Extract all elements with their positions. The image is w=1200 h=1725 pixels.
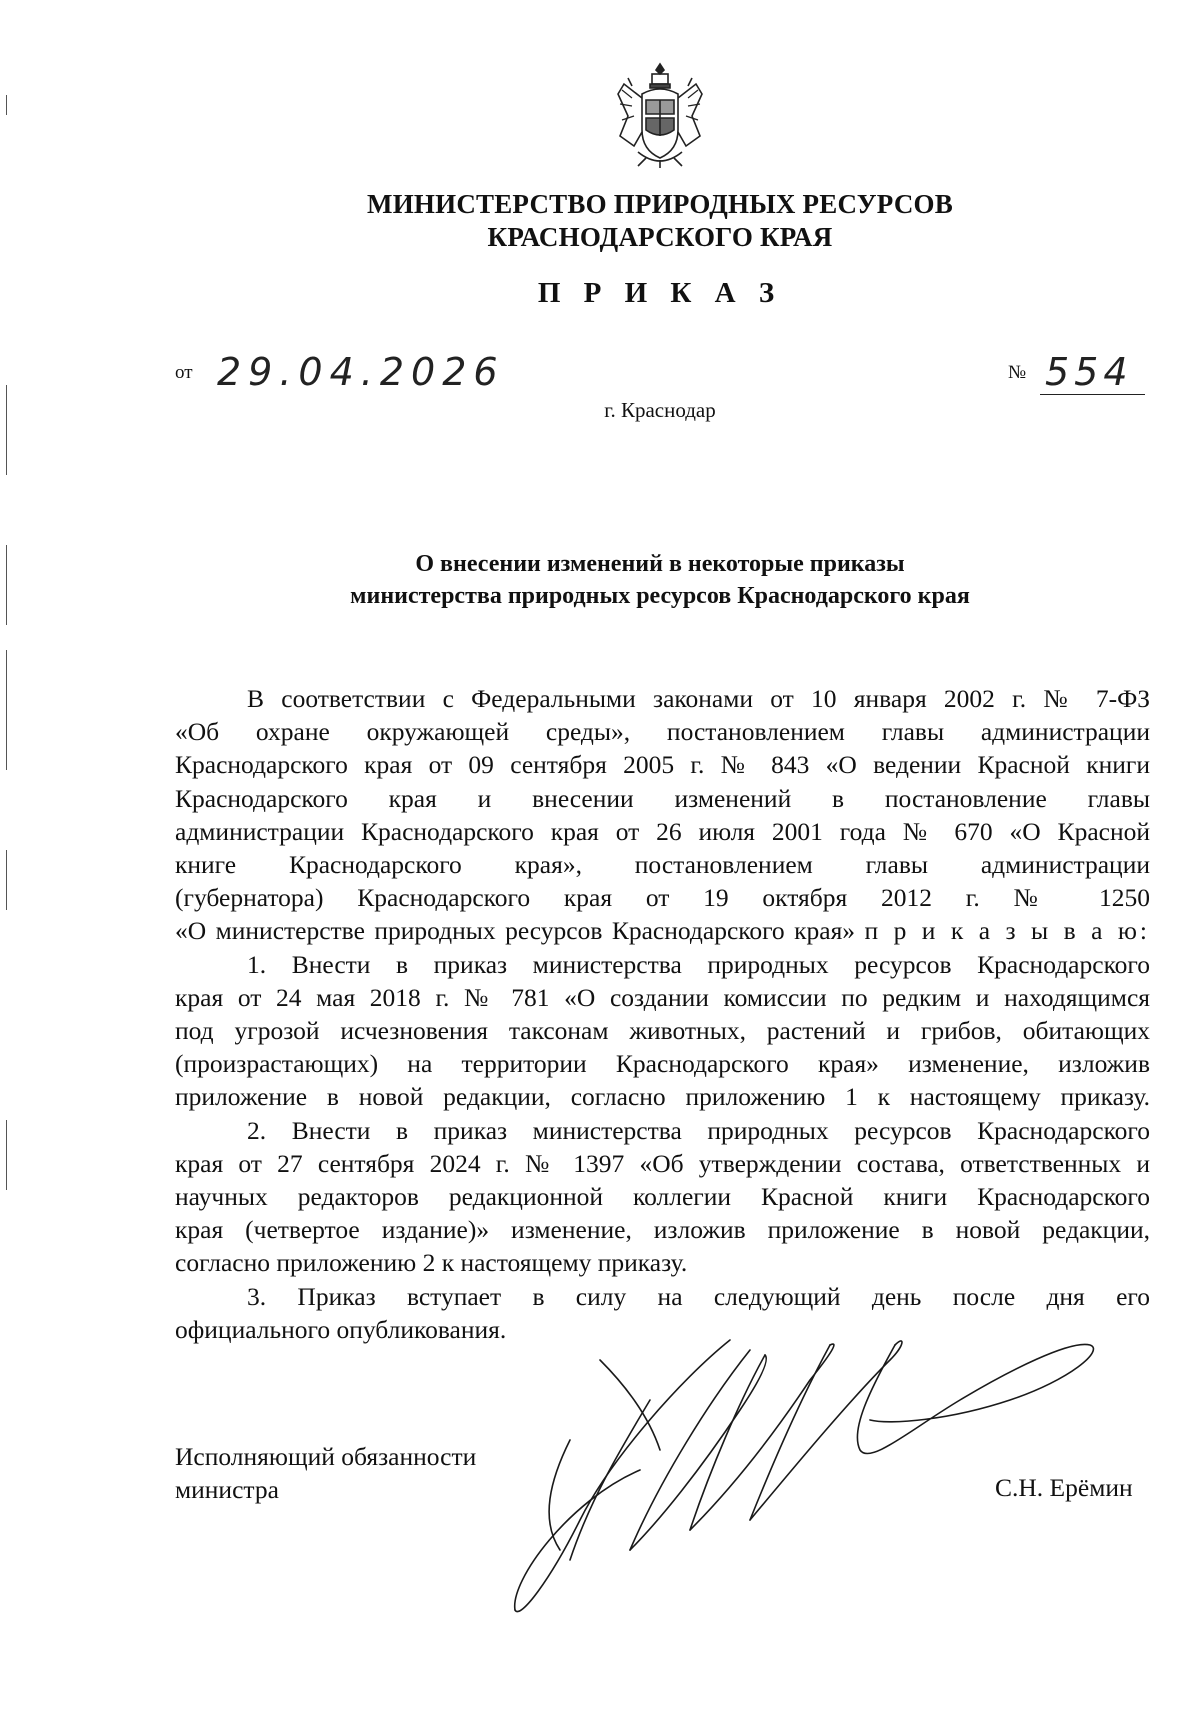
item2-line: края от 27 сентября 2024 г. № 1397 «Об утверждении состава, ответственных и — [175, 1148, 1150, 1178]
scan-artifact — [6, 850, 7, 910]
text-line: Краснодарского края и внесении изменений в постановление главы — [175, 783, 1150, 813]
document-type-title: П Р И К А З — [537, 277, 783, 309]
signer-name: С.Н. Ерёмин — [995, 1473, 1133, 1502]
preamble-last: «О министерстве природных ресурсов Краснодарского края» — [175, 916, 856, 946]
item1-line: под угрозой исчезновения таксонам животных, растений и грибов, обитающих — [175, 1016, 1150, 1046]
order-subject — [0, 548, 1200, 612]
signer-position-line1: Исполняющий обязанности — [175, 1442, 477, 1471]
item1-line: (произрастающих) на территории Краснодарского края» изменение, изложив — [175, 1049, 1150, 1079]
item2-line: 2. Внести в приказ министерства природных ресурсов Краснодарского — [247, 1115, 1150, 1145]
text-line: Краснодарского края от 09 сентября 2005 г. № 843 «О ведении Красной книги — [175, 750, 1150, 780]
orders-word: п р и к а з ы в а ю: — [864, 916, 1150, 946]
text-line — [175, 914, 1150, 947]
number-underline — [1040, 394, 1145, 395]
date-handwritten: 29.04.2026 — [217, 350, 505, 394]
item3-line: официального опубликования. — [175, 1314, 507, 1344]
text-line: (губернатора) Краснодарского края от 19 октября 2012 г. № 1250 — [175, 883, 1150, 913]
number-label: № — [1008, 362, 1027, 383]
text-line: В соответствии с Федеральными законами от 10 января 2002 г. № 7-ФЗ — [247, 684, 1150, 713]
signer-position — [175, 1440, 476, 1506]
item1-line: 1. Внести в приказ министерства природных ресурсов Краснодарского — [247, 949, 1150, 979]
item1-line: приложение в новой редакции, согласно приложению 1 к настоящему приказу. — [175, 1082, 1150, 1112]
number-handwritten: 554 — [1045, 350, 1133, 394]
item2-line: края (четвертое издание)» изменение, изложив приложение в новой редакции, — [175, 1215, 1150, 1245]
ministry-name-line2: КРАСНОДАРСКОГО КРАЯ — [487, 222, 833, 252]
scan-artifact — [6, 1120, 7, 1190]
item2-line: научных редакторов редакционной коллегии Красной книги Краснодарского — [175, 1182, 1150, 1212]
ministry-name-line1: МИНИСТЕРСТВО ПРИРОДНЫХ РЕСУРСОВ — [367, 189, 953, 219]
signer-position-line2: министра — [175, 1475, 279, 1504]
item3-line: 3. Приказ вступает в силу на следующий день после дня его — [247, 1281, 1150, 1311]
subject-line1: О внесении изменений в некоторые приказы — [415, 551, 905, 577]
text-line: книге Краснодарского края», постановлением главы администрации — [175, 850, 1150, 880]
date-number-row — [175, 350, 1175, 400]
text-line: администрации Краснодарского края от 26 июля 2001 года № 670 «О Красной — [175, 816, 1150, 846]
order-body — [175, 682, 1150, 1346]
scan-artifact — [6, 650, 7, 770]
city-line: г. Краснодар — [604, 398, 716, 422]
ministry-name — [0, 188, 1200, 254]
item1-line: края от 24 мая 2018 г. № 781 «О создании комиссии по редким и находящимся — [175, 982, 1150, 1012]
subject-line2: министерства природных ресурсов Краснодарского края — [350, 583, 970, 609]
scan-artifact — [6, 95, 7, 115]
item2-line: согласно приложению 2 к настоящему приказу. — [175, 1248, 688, 1278]
date-label: от — [175, 362, 193, 383]
coat-of-arms-emblem — [612, 60, 708, 170]
text-line: «Об охране окружающей среды», постановлением главы администрации — [175, 717, 1150, 747]
handwritten-signature — [510, 1320, 1110, 1630]
